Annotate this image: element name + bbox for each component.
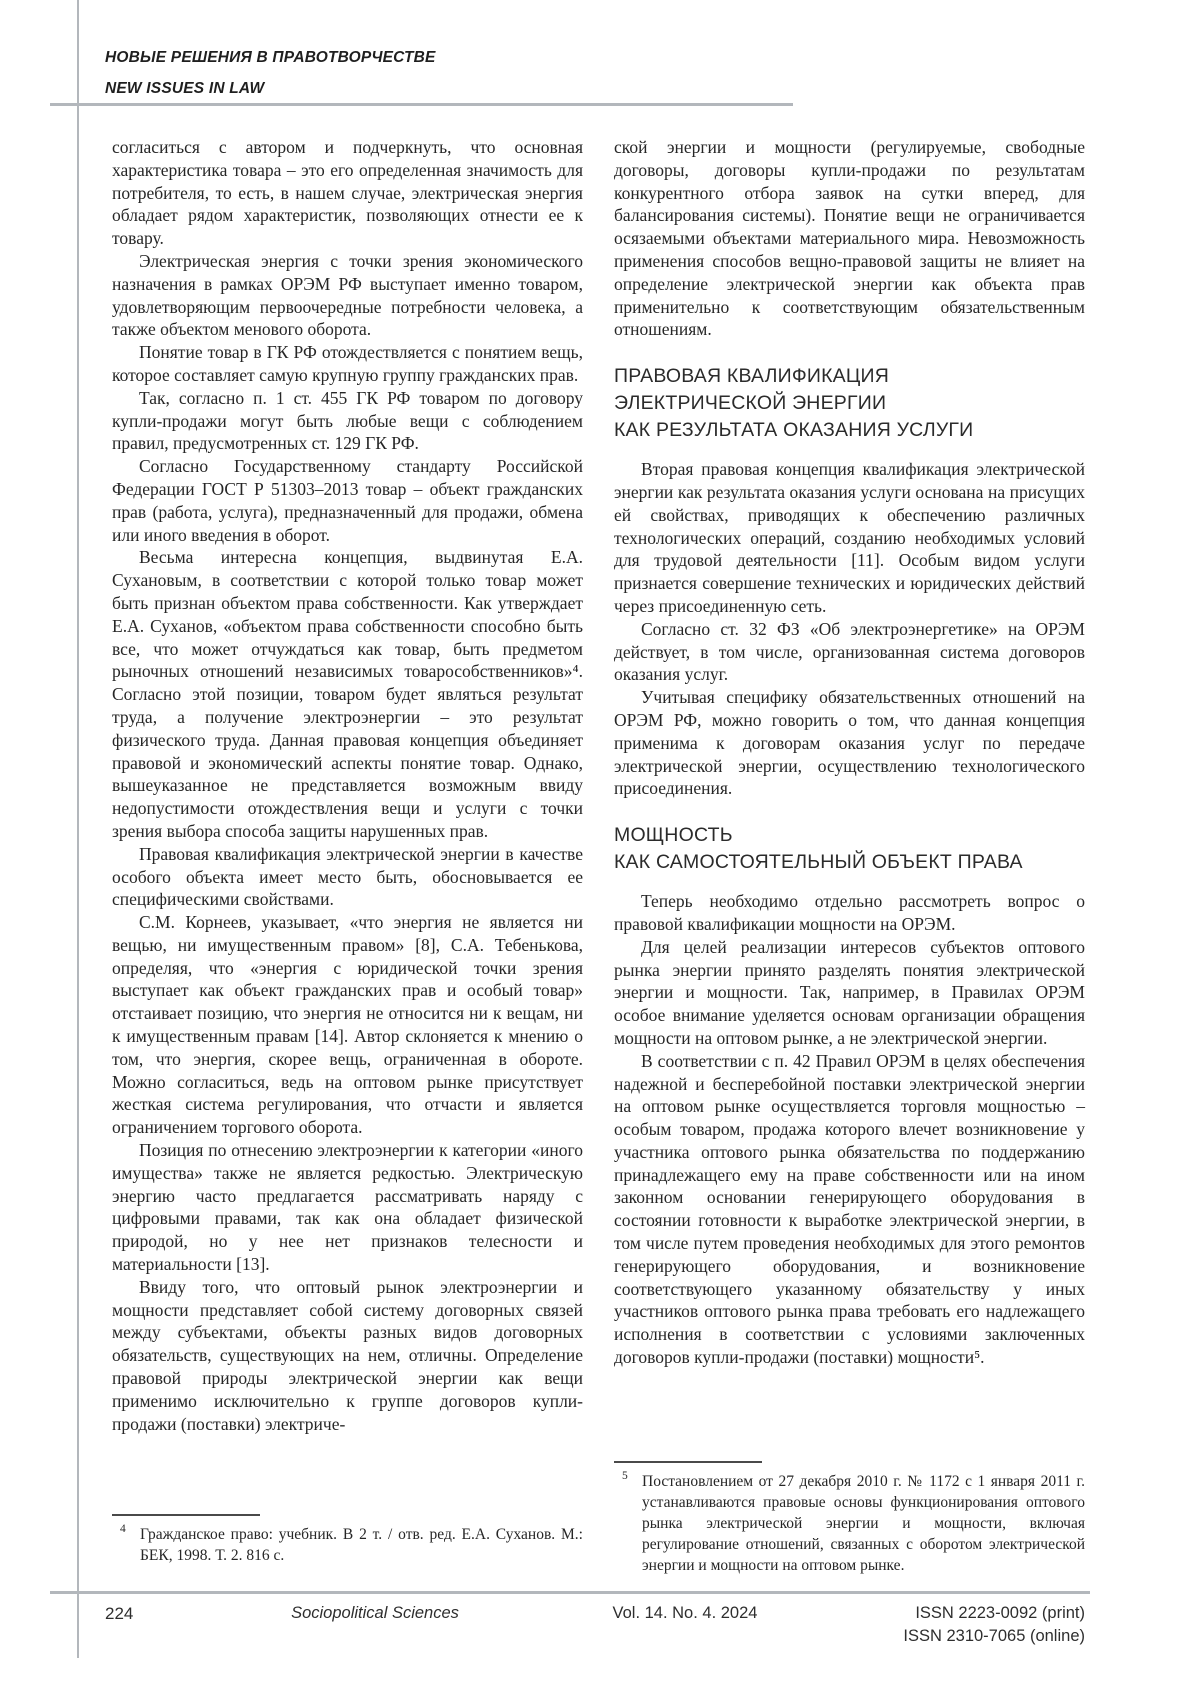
margin-vertical-rule: [77, 0, 79, 1658]
right-column: [614, 136, 1085, 1369]
footnote-text: [614, 1471, 1085, 1576]
footnote-marker: 4: [120, 1523, 126, 1535]
paragraph: Ввиду того, что оптовый рынок электроэнергии и мощности представляет собой систему договорных связей между субъектами, объекты разных видов договорных обязательств, существующих на нем, отличны. Определение правовой природы электрической энергии как вещи применимо исключительно к группе договоров купли-продажи (поставки) электриче-: [112, 1276, 583, 1434]
paragraph: ской энергии и мощности (регулируемые, свободные договоры, договоры купли-продажи по результатам конкурентного отбора заявок на сутки вперед, для балансирования системы). Понятие вещи не ограничивается осязаемыми объектами материального мира. Невозможность применения способов вещно-правовой защиты не влияет на определение электрической энергии как объекта прав применительно к соответствующим обязательственным отношениям.: [614, 137, 1085, 340]
paragraph: Весьма интересна концепция, выдвинутая Е.А. Сухановым, в соответствии с которой только товар может быть признан объектом права собственности. Как утверждает Е.А. Суханов, «объектом права собственности способно быть все, что может отчуждаться как товар, быть предметом рыночных отношений независимых товарособственников»⁴. Согласно этой позиции, товаром будет являться результат труда, а получение электроэнергии – это результат физического труда. Данная правовая концепция объединяет правовой и экономический аспекты понятие товар. Однако, вышеуказанное не представляется возможным ввиду недопустимости отождествления вещи и услуги с точки зрения выбора способа защиты нарушенных прав.: [112, 547, 583, 841]
paragraph: Правовая квалификация электрической энергии в качестве особого объекта имеет место быть, обосновывается ее специфическими свойствами.: [112, 843, 583, 910]
paragraph: Позиция по отнесению электроэнергии к категории «иного имущества» также не является редкостью. Электрическую энергию часто предлагается рассматривать наряду с цифровыми правами, так как она обладает физической природой, но у нее нет признаков телесности и материальности [13].: [112, 1140, 583, 1275]
paragraph: Согласно Государственному стандарту Российской Федерации ГОСТ Р 51303–2013 товар – объект гражданских прав (работа, услуга), предназначенный для продажи, обмена или иного введения в оборот.: [112, 456, 583, 545]
paragraph: В соответствии с п. 42 Правил ОРЭМ в целях обеспечения надежной и бесперебойной поставки электрической энергии на оптовом рынке осуществляется торговля мощностью – особым товаром, продажа которого влечет возникновение у участника оптового рынка обязательства по поддержанию принадлежащего ему на праве собственности или на ином законном основании генерирующего оборудования в состоянии готовности к выработке электрической энергии, в том числе путем проведения необходимых для этого ремонтов генерирующего оборудования, и возникновение соответствующего указанному обязательству у иных участников оптового рынка права требовать его надлежащего исполнения в соответствии с условиями заключенных договоров купли-продажи (поставки) мощности⁵.: [614, 1050, 1085, 1368]
footnote-4: [112, 1514, 583, 1566]
running-head-en: NEW ISSUES IN LAW: [105, 80, 265, 97]
paragraph: Вторая правовая концепция квалификация электрической энергии как результата оказания услуги основана на присущих ей свойствах, приводящих к обеспечению различных технологических операций, созданию необходимых условий для трудовой деятельности [11]. Особым видом услуги признается совершение технических и юридических действий через присоединенную сеть.: [614, 459, 1085, 616]
journal-title: Sociopolitical Sciences: [291, 1604, 459, 1622]
running-head: [105, 42, 705, 104]
running-head-ru: НОВЫЕ РЕШЕНИЯ В ПРАВОТВОРЧЕСТВЕ: [105, 49, 436, 66]
section-heading-line: КАК РЕЗУЛЬТАТА ОКАЗАНИЯ УСЛУГИ: [614, 419, 974, 442]
section-heading-line: ЭЛЕКТРИЧЕСКОЙ ЭНЕРГИИ: [614, 392, 887, 415]
section-heading-legal-qualification: [614, 363, 1085, 444]
page-number: 224: [105, 1604, 134, 1623]
footnote-5: [614, 1461, 1085, 1576]
paragraph: С.М. Корнеев, указывает, «что энергия не является ни вещью, ни имущественным правом» [8], С.А. Тебенькова, определяя, что «энергия с юридической точки зрения выступает как объект гражданских прав и особый товар» отстаивает позицию, что энергия не относится ни к вещам, ни к имущественным правам [14]. Автор склоняется к мнению о том, что энергия, скорее вещь, ограниченная в обороте. Можно согласиться, ведь на оптовом рынке присутствует жесткая система регулирования, что отчасти и является ограничением торгового оборота.: [112, 912, 583, 1138]
volume-info: Vol. 14. No. 4. 2024: [612, 1604, 758, 1622]
section-heading-line: ПРАВОВАЯ КВАЛИФИКАЦИЯ: [614, 365, 890, 388]
paragraph: Понятие товар в ГК РФ отождествляется с понятием вещь, которое составляет самую крупную группу гражданских прав.: [112, 342, 583, 385]
section-heading-capacity: [614, 822, 1085, 876]
footnote-marker: 5: [622, 1470, 628, 1482]
section-heading-line: МОЩНОСТЬ: [614, 824, 733, 847]
paragraph: согласиться с автором и подчеркнуть, что основная характеристика товара – это его определенная значимость для потребителя, то есть, в нашем случае, электрическая энергия обладает рядом характеристик, позволяющих отнести ее к товару.: [112, 137, 583, 249]
footer-divider-rule: [50, 1591, 1090, 1594]
issn-block: [835, 1602, 1085, 1648]
paragraph: Учитывая специфику обязательственных отношений на ОРЭМ РФ, можно говорить о том, что данная концепция применима к договорам оказания услуг по передаче электрической энергии, осуществлению технологического присоединения.: [614, 687, 1085, 799]
section-heading-line: КАК САМОСТОЯТЕЛЬНЫЙ ОБЪЕКТ ПРАВА: [614, 851, 1023, 874]
footnote-separator-rule: [614, 1461, 762, 1463]
left-column: [112, 136, 583, 1435]
paragraph: Для целей реализации интересов субъектов оптового рынка энергии принято разделять понятия электрической энергии и мощности. Так, например, в Правилах ОРЭМ особое внимание уделяется основам организации обращения мощности на оптовом рынке, а не электрической энергии.: [614, 936, 1085, 1048]
paragraph: Согласно ст. 32 ФЗ «Об электроэнергетике» на ОРЭМ действует, в том числе, организованная система договоров оказания услуг.: [614, 618, 1085, 685]
footnote-content: Постановлением от 27 декабря 2010 г. № 1172 с 1 января 2011 г. устанавливаются правовые основы функционирования оптового рынка электрической энергии и мощности, включая регулирование отношений, связанных с оборотом электрической энергии и мощности на оптовом рынке.: [642, 1473, 1085, 1574]
issn-print: ISSN 2223-0092 (print): [915, 1604, 1085, 1622]
paragraph: Электрическая энергия с точки зрения экономического назначения в рамках ОРЭМ РФ выступает именно товаром, удовлетворяющим первоочередные потребности человека, а также объектом менового оборота.: [112, 250, 583, 340]
paragraph: Так, согласно п. 1 ст. 455 ГК РФ товаром по договору купли-продажи могут быть любые вещи с соблюдением правил, предусмотренных ст. 129 ГК РФ.: [112, 387, 583, 454]
issn-online: ISSN 2310-7065 (online): [903, 1627, 1085, 1645]
paragraph: Теперь необходимо отдельно рассмотреть вопрос о правовой квалификации мощности на ОРЭМ.: [614, 891, 1085, 934]
footnote-separator-rule: [112, 1514, 260, 1516]
footnote-content: Гражданское право: учебник. В 2 т. / отв. ред. Е.А. Суханов. М.: БЕК, 1998. Т. 2. 816 с.: [140, 1526, 583, 1564]
footnote-text: [112, 1524, 583, 1566]
